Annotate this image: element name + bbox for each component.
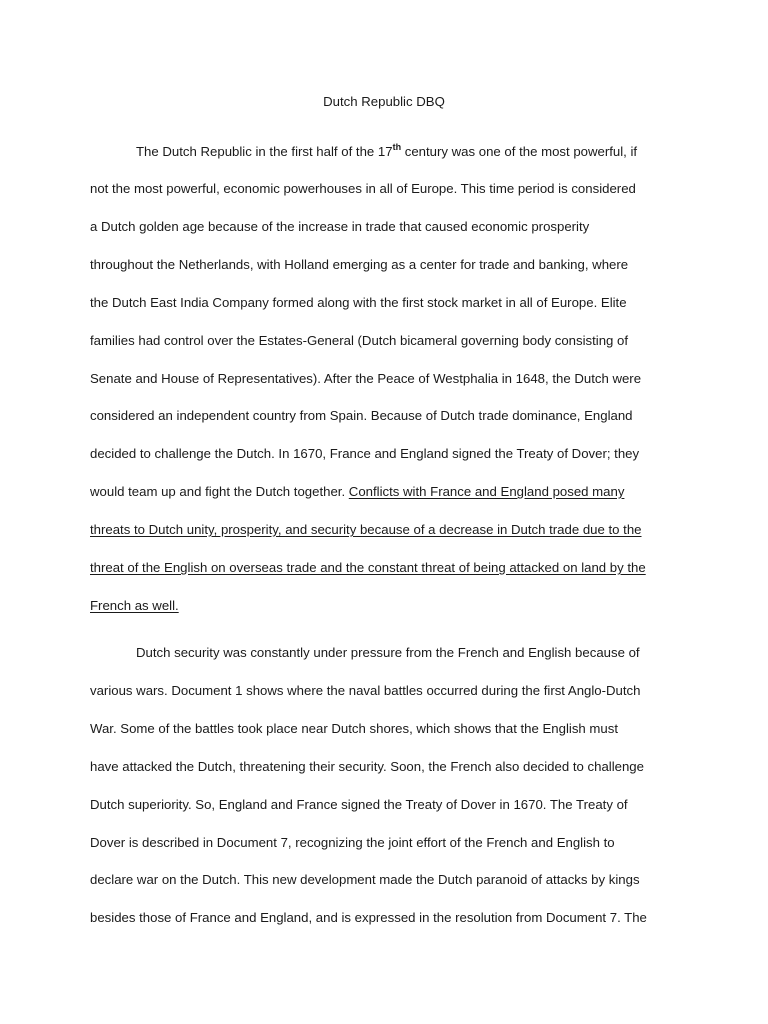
paragraph-1-line-3: a Dutch golden age because of the increase in trade that caused economic prosperity — [90, 219, 590, 234]
paragraph-2-line-1: Dutch security was constantly under pressure from the French and English because of — [136, 645, 640, 660]
paragraph-2-line-6: Dover is described in Document 7, recognizing the joint effort of the French and English to — [90, 835, 615, 850]
paragraph-2-line-4: have attacked the Dutch, threatening their security. Soon, the French also decided to challenge — [90, 759, 644, 774]
superscript: th — [392, 142, 402, 152]
thesis-line-4: French as well. — [90, 598, 179, 613]
paragraph-2-line-3: War. Some of the battles took place near Dutch shores, which shows that the English must — [90, 721, 619, 736]
paragraph-1-line-10 — [90, 482, 624, 502]
text-run: The Dutch Republic in the first half of the 17 — [136, 144, 393, 159]
paragraph-2-line-2: various wars. Document 1 shows where the naval battles occurred during the first Anglo-Dutch — [90, 683, 641, 698]
paragraph-1-line-6: families had control over the Estates-General (Dutch bicameral governing body consisting of — [90, 333, 629, 348]
text-run: century was one of the most powerful, if — [401, 144, 638, 159]
paragraph-2-line-5: Dutch superiority. So, England and France signed the Treaty of Dover in 1670. The Treaty of — [90, 797, 628, 812]
paragraph-1-line-2: not the most powerful, economic powerhouses in all of Europe. This time period is considered — [90, 181, 636, 196]
thesis-line-3: threat of the English on overseas trade and the constant threat of being attacked on land by the — [90, 560, 646, 575]
paragraph-2-line-7: declare war on the Dutch. This new development made the Dutch paranoid of attacks by kings — [90, 872, 640, 887]
thesis-underlined-text: Conflicts with France and England posed many — [348, 484, 625, 499]
paragraph-1-line-4: throughout the Netherlands, with Holland emerging as a center for trade and banking, where — [90, 257, 629, 272]
paragraph-2-line-8: besides those of France and England, and is expressed in the resolution from Document 7. The — [90, 910, 647, 925]
paragraph-1-line-5: the Dutch East India Company formed along with the first stock market in all of Europe. Elite — [90, 295, 627, 310]
thesis-line-2: threats to Dutch unity, prosperity, and security because of a decrease in Dutch trade due to the — [90, 522, 642, 537]
document-title: Dutch Republic DBQ — [323, 94, 445, 109]
paragraph-1-line-7: Senate and House of Representatives). After the Peace of Westphalia in 1648, the Dutch were — [90, 371, 642, 386]
paragraph-1-line-1 — [136, 142, 637, 162]
paragraph-1-line-8: considered an independent country from Spain. Because of Dutch trade dominance, England — [90, 408, 633, 423]
text-run: would team up and fight the Dutch together. — [90, 484, 349, 499]
paragraph-1-line-9: decided to challenge the Dutch. In 1670, France and England signed the Treaty of Dover; they — [90, 446, 640, 461]
